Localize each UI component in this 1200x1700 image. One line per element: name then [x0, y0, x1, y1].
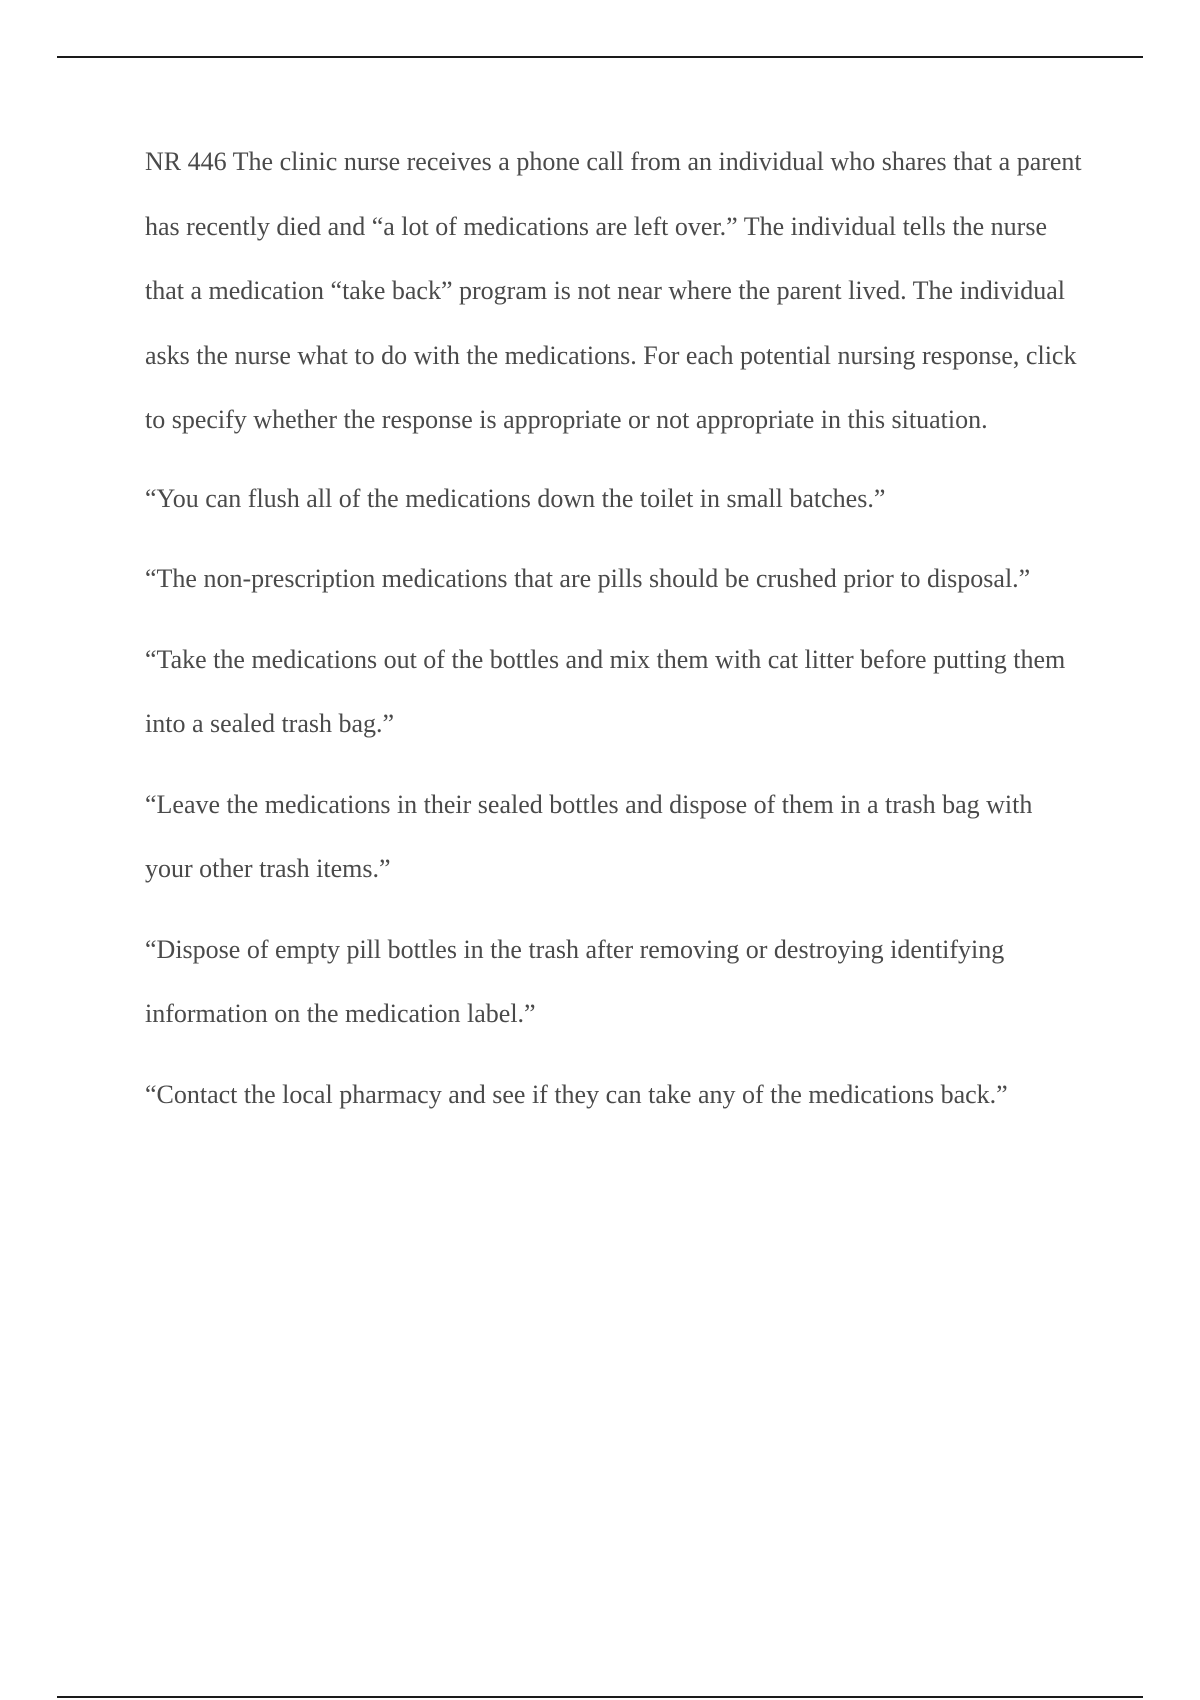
- top-divider: [57, 56, 1143, 58]
- bottom-divider: [57, 1696, 1143, 1698]
- response-option-4: “Leave the medications in their sealed bottles and dispose of them in a trash bag with your other trash items.”: [145, 789, 1033, 883]
- document-body: [145, 130, 1085, 1143]
- response-option-6: “Contact the local pharmacy and see if they can take any of the medications back.”: [145, 1079, 1008, 1109]
- response-option-1: “You can flush all of the medications down the toilet in small batches.”: [145, 483, 886, 513]
- response-option-2: “The non-prescription medications that are pills should be crushed prior to disposal.”: [145, 564, 1031, 593]
- response-option-5: “Dispose of empty pill bottles in the trash after removing or destroying identifying information on the medication label.”: [145, 934, 1005, 1028]
- response-option-3: “Take the medications out of the bottles and mix them with cat litter before putting them into a sealed trash bag.”: [145, 644, 1066, 738]
- question-text: NR 446 The clinic nurse receives a phone call from an individual who shares that a parent has recently died and “a lot of medications are left over.” The individual tells the nurse that a medication “take back” program is not near where the parent lived. The individual asks the nurse what to do with the medications. For each potential nursing response, click to specify whether the response is appropriate or not appropriate in this situation.: [145, 147, 1082, 434]
